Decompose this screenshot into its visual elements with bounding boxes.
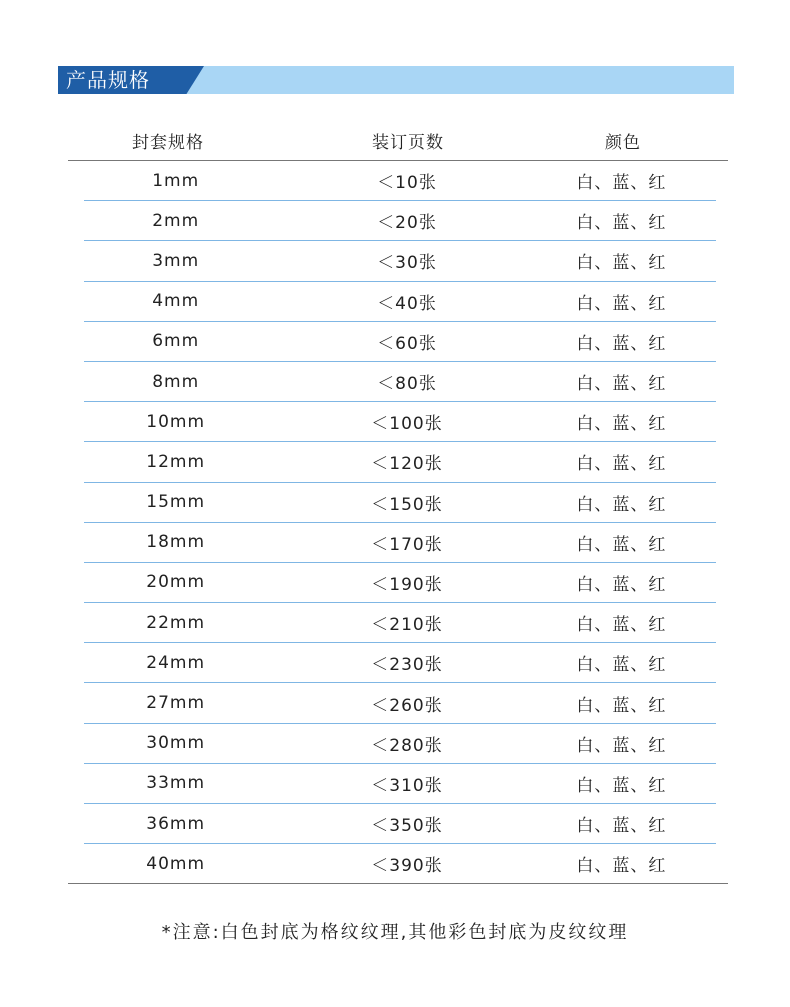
cell-size: 30mm [146, 733, 206, 754]
cell-size: 1mm [152, 170, 200, 191]
cell-colors: 白、蓝、红 [576, 816, 667, 837]
cell-colors: 白、蓝、红 [576, 173, 667, 194]
cell-colors: 白、蓝、红 [576, 213, 667, 234]
cell-pages: ＜100张 [371, 414, 443, 435]
cell-size: 33mm [146, 773, 206, 794]
table-row [84, 442, 716, 482]
cell-pages: ＜40张 [377, 293, 437, 314]
table-row [84, 603, 716, 643]
table-body [68, 161, 728, 884]
cell-size: 6mm [152, 331, 200, 352]
section-title: 产品规格 [66, 68, 150, 92]
cell-colors: 白、蓝、红 [576, 775, 667, 796]
cell-colors: 白、蓝、红 [576, 414, 667, 435]
cell-pages: ＜10张 [377, 173, 437, 194]
cell-size: 36mm [146, 813, 206, 834]
cell-colors: 白、蓝、红 [576, 454, 667, 475]
cell-size: 40mm [146, 853, 206, 874]
cell-colors: 白、蓝、红 [576, 293, 667, 314]
spec-table [68, 120, 728, 884]
cell-pages: ＜60张 [377, 333, 437, 354]
cell-size: 27mm [146, 693, 206, 714]
cell-colors: 白、蓝、红 [576, 253, 667, 274]
table-row [84, 563, 716, 603]
table-row [84, 724, 716, 764]
cell-colors: 白、蓝、红 [576, 534, 667, 555]
table-row [84, 483, 716, 523]
cell-size: 2mm [152, 210, 200, 231]
table-row [84, 683, 716, 723]
cell-pages: ＜170张 [371, 534, 443, 555]
table-row [84, 161, 716, 201]
header-pages: 装订页数 [372, 132, 444, 153]
cell-pages: ＜230张 [371, 655, 443, 676]
cell-size: 3mm [152, 250, 200, 271]
table-row [84, 643, 716, 683]
table-row [84, 764, 716, 804]
cell-pages: ＜80张 [377, 374, 437, 395]
table-row [68, 844, 728, 884]
table-row [84, 523, 716, 563]
cell-colors: 白、蓝、红 [576, 333, 667, 354]
cell-size: 12mm [146, 451, 206, 472]
cell-size: 4mm [152, 291, 200, 312]
table-row [84, 282, 716, 322]
header-size: 封套规格 [132, 132, 204, 153]
cell-size: 15mm [146, 492, 206, 513]
cell-pages: ＜260张 [371, 695, 443, 716]
cell-pages: ＜350张 [371, 816, 443, 837]
cell-colors: 白、蓝、红 [576, 494, 667, 515]
cell-pages: ＜30张 [377, 253, 437, 274]
cell-size: 22mm [146, 612, 206, 633]
cell-colors: 白、蓝、红 [576, 615, 667, 636]
cell-pages: ＜310张 [371, 775, 443, 796]
cell-colors: 白、蓝、红 [576, 374, 667, 395]
cell-pages: ＜20张 [377, 213, 437, 234]
cell-size: 24mm [146, 652, 206, 673]
cell-size: 8mm [152, 371, 200, 392]
table-row [84, 201, 716, 241]
cell-pages: ＜190张 [371, 574, 443, 595]
cell-pages: ＜150张 [371, 494, 443, 515]
table-header [68, 120, 728, 161]
cell-colors: 白、蓝、红 [576, 735, 667, 756]
footnote: *注意:白色封底为格纹纹理,其他彩色封底为皮纹纹理 [161, 922, 629, 943]
cell-size: 20mm [146, 572, 206, 593]
table-row [84, 402, 716, 442]
cell-pages: ＜120张 [371, 454, 443, 475]
table-row [84, 362, 716, 402]
cell-size: 10mm [146, 411, 206, 432]
cell-colors: 白、蓝、红 [576, 655, 667, 676]
cell-pages: ＜390张 [371, 856, 443, 877]
cell-colors: 白、蓝、红 [576, 574, 667, 595]
cell-size: 18mm [146, 532, 206, 553]
header-colors: 颜色 [605, 132, 641, 153]
cell-pages: ＜280张 [371, 735, 443, 756]
table-row [84, 322, 716, 362]
table-row [84, 241, 716, 281]
cell-colors: 白、蓝、红 [576, 695, 667, 716]
table-row [84, 804, 716, 844]
cell-colors: 白、蓝、红 [576, 856, 667, 877]
cell-pages: ＜210张 [371, 615, 443, 636]
section-banner [58, 66, 734, 94]
